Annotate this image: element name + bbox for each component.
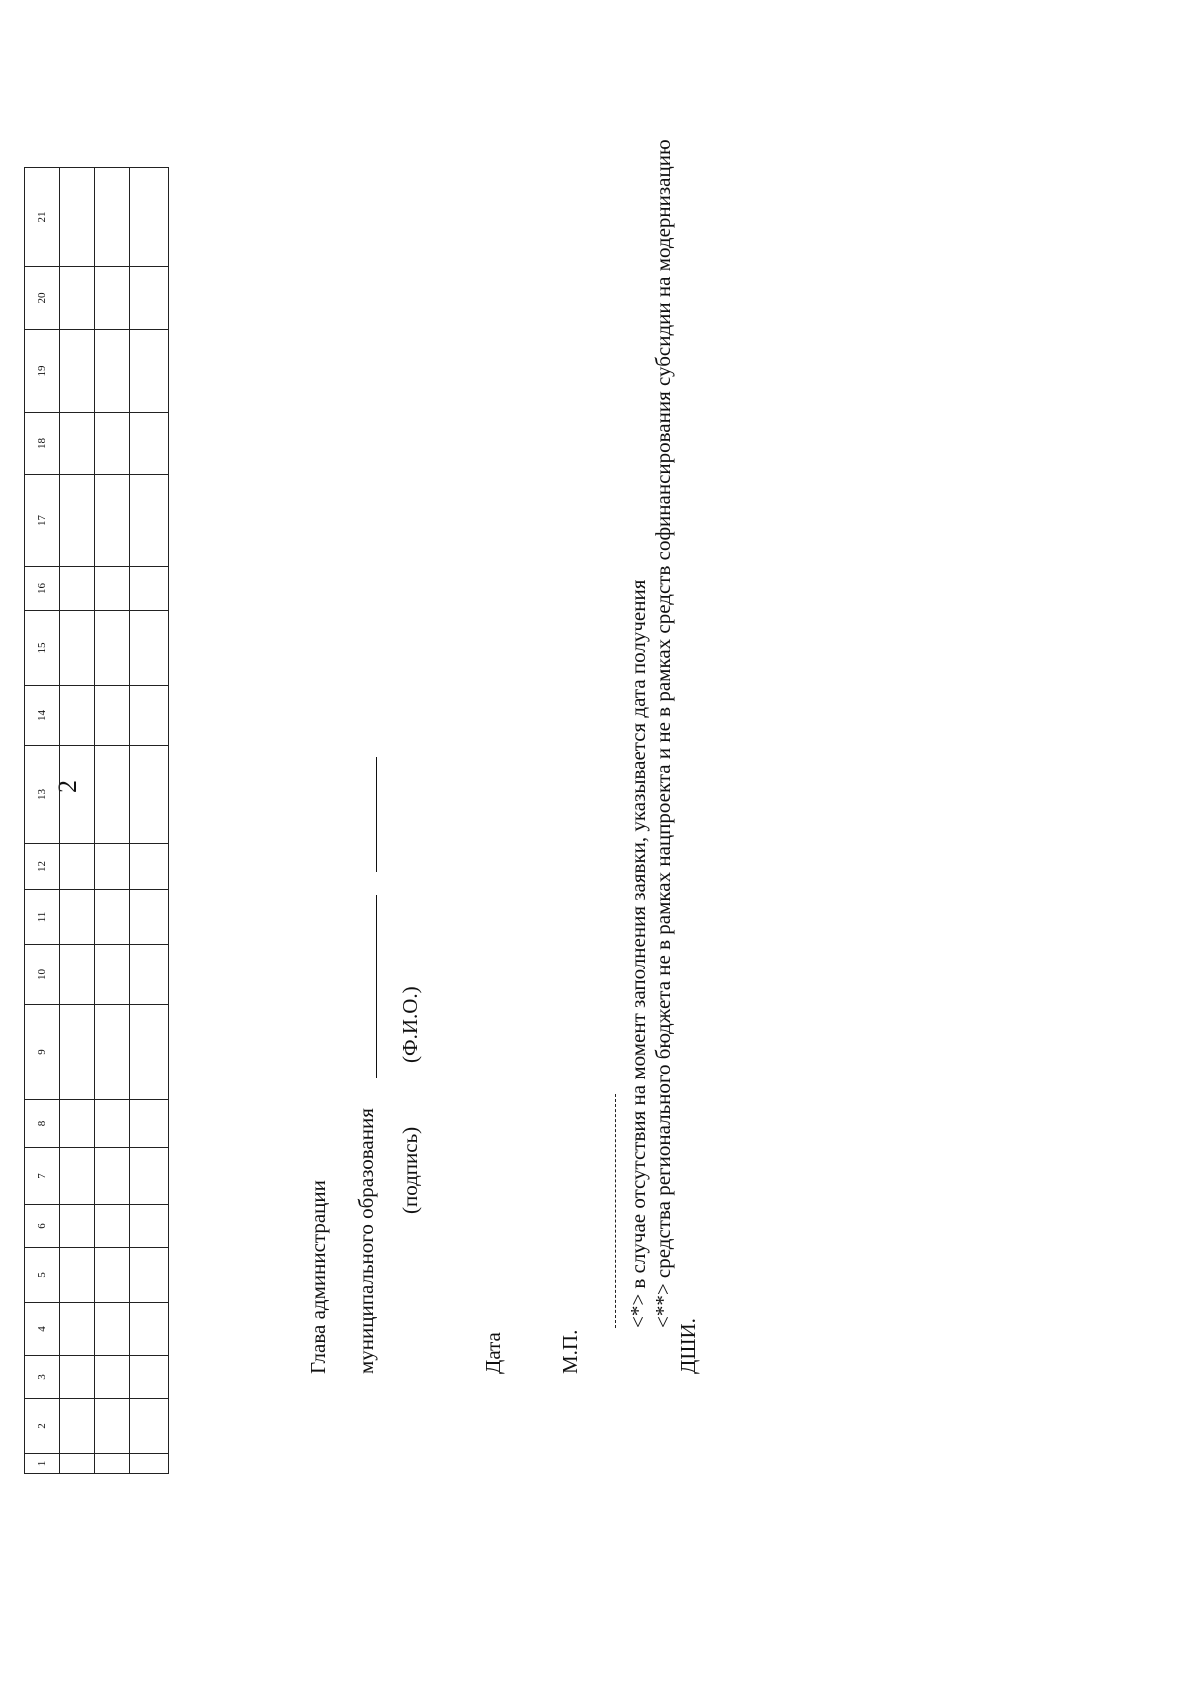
table-row <box>95 168 130 1474</box>
column-number-4: 4 <box>25 1303 60 1356</box>
column-number-14: 14 <box>25 686 60 746</box>
table-cell <box>130 686 169 746</box>
column-number-12: 12 <box>25 844 60 890</box>
column-number-8: 8 <box>25 1100 60 1148</box>
column-number-13: 13 <box>25 746 60 844</box>
table-cell <box>60 1454 95 1474</box>
table-cell <box>60 1148 95 1205</box>
table-cell <box>130 1148 169 1205</box>
table-cell <box>95 475 130 567</box>
table-cell <box>60 746 95 844</box>
table-cell <box>95 168 130 267</box>
column-number-16: 16 <box>25 567 60 611</box>
table-cell <box>60 1248 95 1303</box>
table-cell <box>60 475 95 567</box>
table-cell <box>130 1356 169 1399</box>
table-header-row <box>25 168 60 1474</box>
signature-title-line2: муниципального образования <box>354 1108 378 1374</box>
table-cell <box>60 168 95 267</box>
page-number: 2 <box>53 780 82 793</box>
footnote-1: <*> в случае отсутствия на момент заполнения заявки, указывается дата получения <box>626 579 650 1328</box>
table-cell <box>95 1303 130 1356</box>
table-cell <box>60 686 95 746</box>
table-cell <box>95 1399 130 1454</box>
column-number-6: 6 <box>25 1205 60 1248</box>
table-cell <box>60 890 95 945</box>
table-cell <box>95 1148 130 1205</box>
form-table <box>24 167 169 1474</box>
table-cell <box>95 945 130 1005</box>
table-cell <box>130 1399 169 1454</box>
column-number-9: 9 <box>25 1005 60 1100</box>
footnote-rule <box>615 1094 616 1328</box>
column-number-10: 10 <box>25 945 60 1005</box>
column-number-5: 5 <box>25 1248 60 1303</box>
table-cell <box>95 567 130 611</box>
name-caption: (Ф.И.О.) <box>398 986 422 1063</box>
table-cell <box>95 890 130 945</box>
table-cell <box>60 945 95 1005</box>
column-number-2: 2 <box>25 1399 60 1454</box>
table-cell <box>95 1005 130 1100</box>
column-number-18: 18 <box>25 413 60 475</box>
table-cell <box>95 330 130 413</box>
table-cell <box>95 686 130 746</box>
column-number-21: 21 <box>25 168 60 267</box>
table-cell <box>60 1303 95 1356</box>
name-line <box>376 757 377 872</box>
table-cell <box>95 844 130 890</box>
signature-title-line1: Глава администрации <box>306 1180 330 1374</box>
column-number-17: 17 <box>25 475 60 567</box>
table-cell <box>130 611 169 686</box>
table-cell <box>60 330 95 413</box>
table-cell <box>130 330 169 413</box>
table-cell <box>130 844 169 890</box>
table-row <box>130 168 169 1474</box>
table-cell <box>130 475 169 567</box>
table-cell <box>60 1205 95 1248</box>
column-number-1: 1 <box>25 1454 60 1474</box>
table-cell <box>95 1205 130 1248</box>
table-cell <box>130 746 169 844</box>
table-cell <box>60 567 95 611</box>
table-cell <box>95 746 130 844</box>
table-cell <box>130 1100 169 1148</box>
table-cell <box>95 611 130 686</box>
table-cell <box>130 267 169 330</box>
table-cell <box>95 1248 130 1303</box>
table-cell <box>95 1356 130 1399</box>
table-row <box>60 168 95 1474</box>
table-cell <box>130 1454 169 1474</box>
table-cell <box>130 1005 169 1100</box>
table-cell <box>95 267 130 330</box>
stamp-label: М.П. <box>558 1329 582 1374</box>
table-cell <box>130 413 169 475</box>
table-cell <box>130 945 169 1005</box>
table-cell <box>60 1005 95 1100</box>
column-number-3: 3 <box>25 1356 60 1399</box>
table-cell <box>60 267 95 330</box>
date-label: Дата <box>481 1332 505 1374</box>
footnote-2-continuation: ДШИ. <box>676 1318 700 1374</box>
table-cell <box>130 168 169 267</box>
table-cell <box>95 1100 130 1148</box>
column-number-20: 20 <box>25 267 60 330</box>
table-cell <box>60 1100 95 1148</box>
signature-caption: (подпись) <box>398 1126 422 1214</box>
table-cell <box>60 1399 95 1454</box>
table-cell <box>130 567 169 611</box>
column-number-19: 19 <box>25 330 60 413</box>
signature-line <box>376 895 377 1078</box>
table-cell <box>95 413 130 475</box>
column-number-15: 15 <box>25 611 60 686</box>
footnote-2: <**> средства регионального бюджета не в рамках нацпроекта и не в рамках средств софинансирования субсидии на модернизацию <box>651 139 675 1328</box>
column-number-11: 11 <box>25 890 60 945</box>
table-cell <box>95 1454 130 1474</box>
table-cell <box>130 1303 169 1356</box>
table-cell <box>60 1356 95 1399</box>
table-cell <box>130 1248 169 1303</box>
column-number-7: 7 <box>25 1148 60 1205</box>
table-cell <box>130 890 169 945</box>
table-cell <box>60 844 95 890</box>
table-cell <box>130 1205 169 1248</box>
table-cell <box>60 611 95 686</box>
table-cell <box>60 413 95 475</box>
